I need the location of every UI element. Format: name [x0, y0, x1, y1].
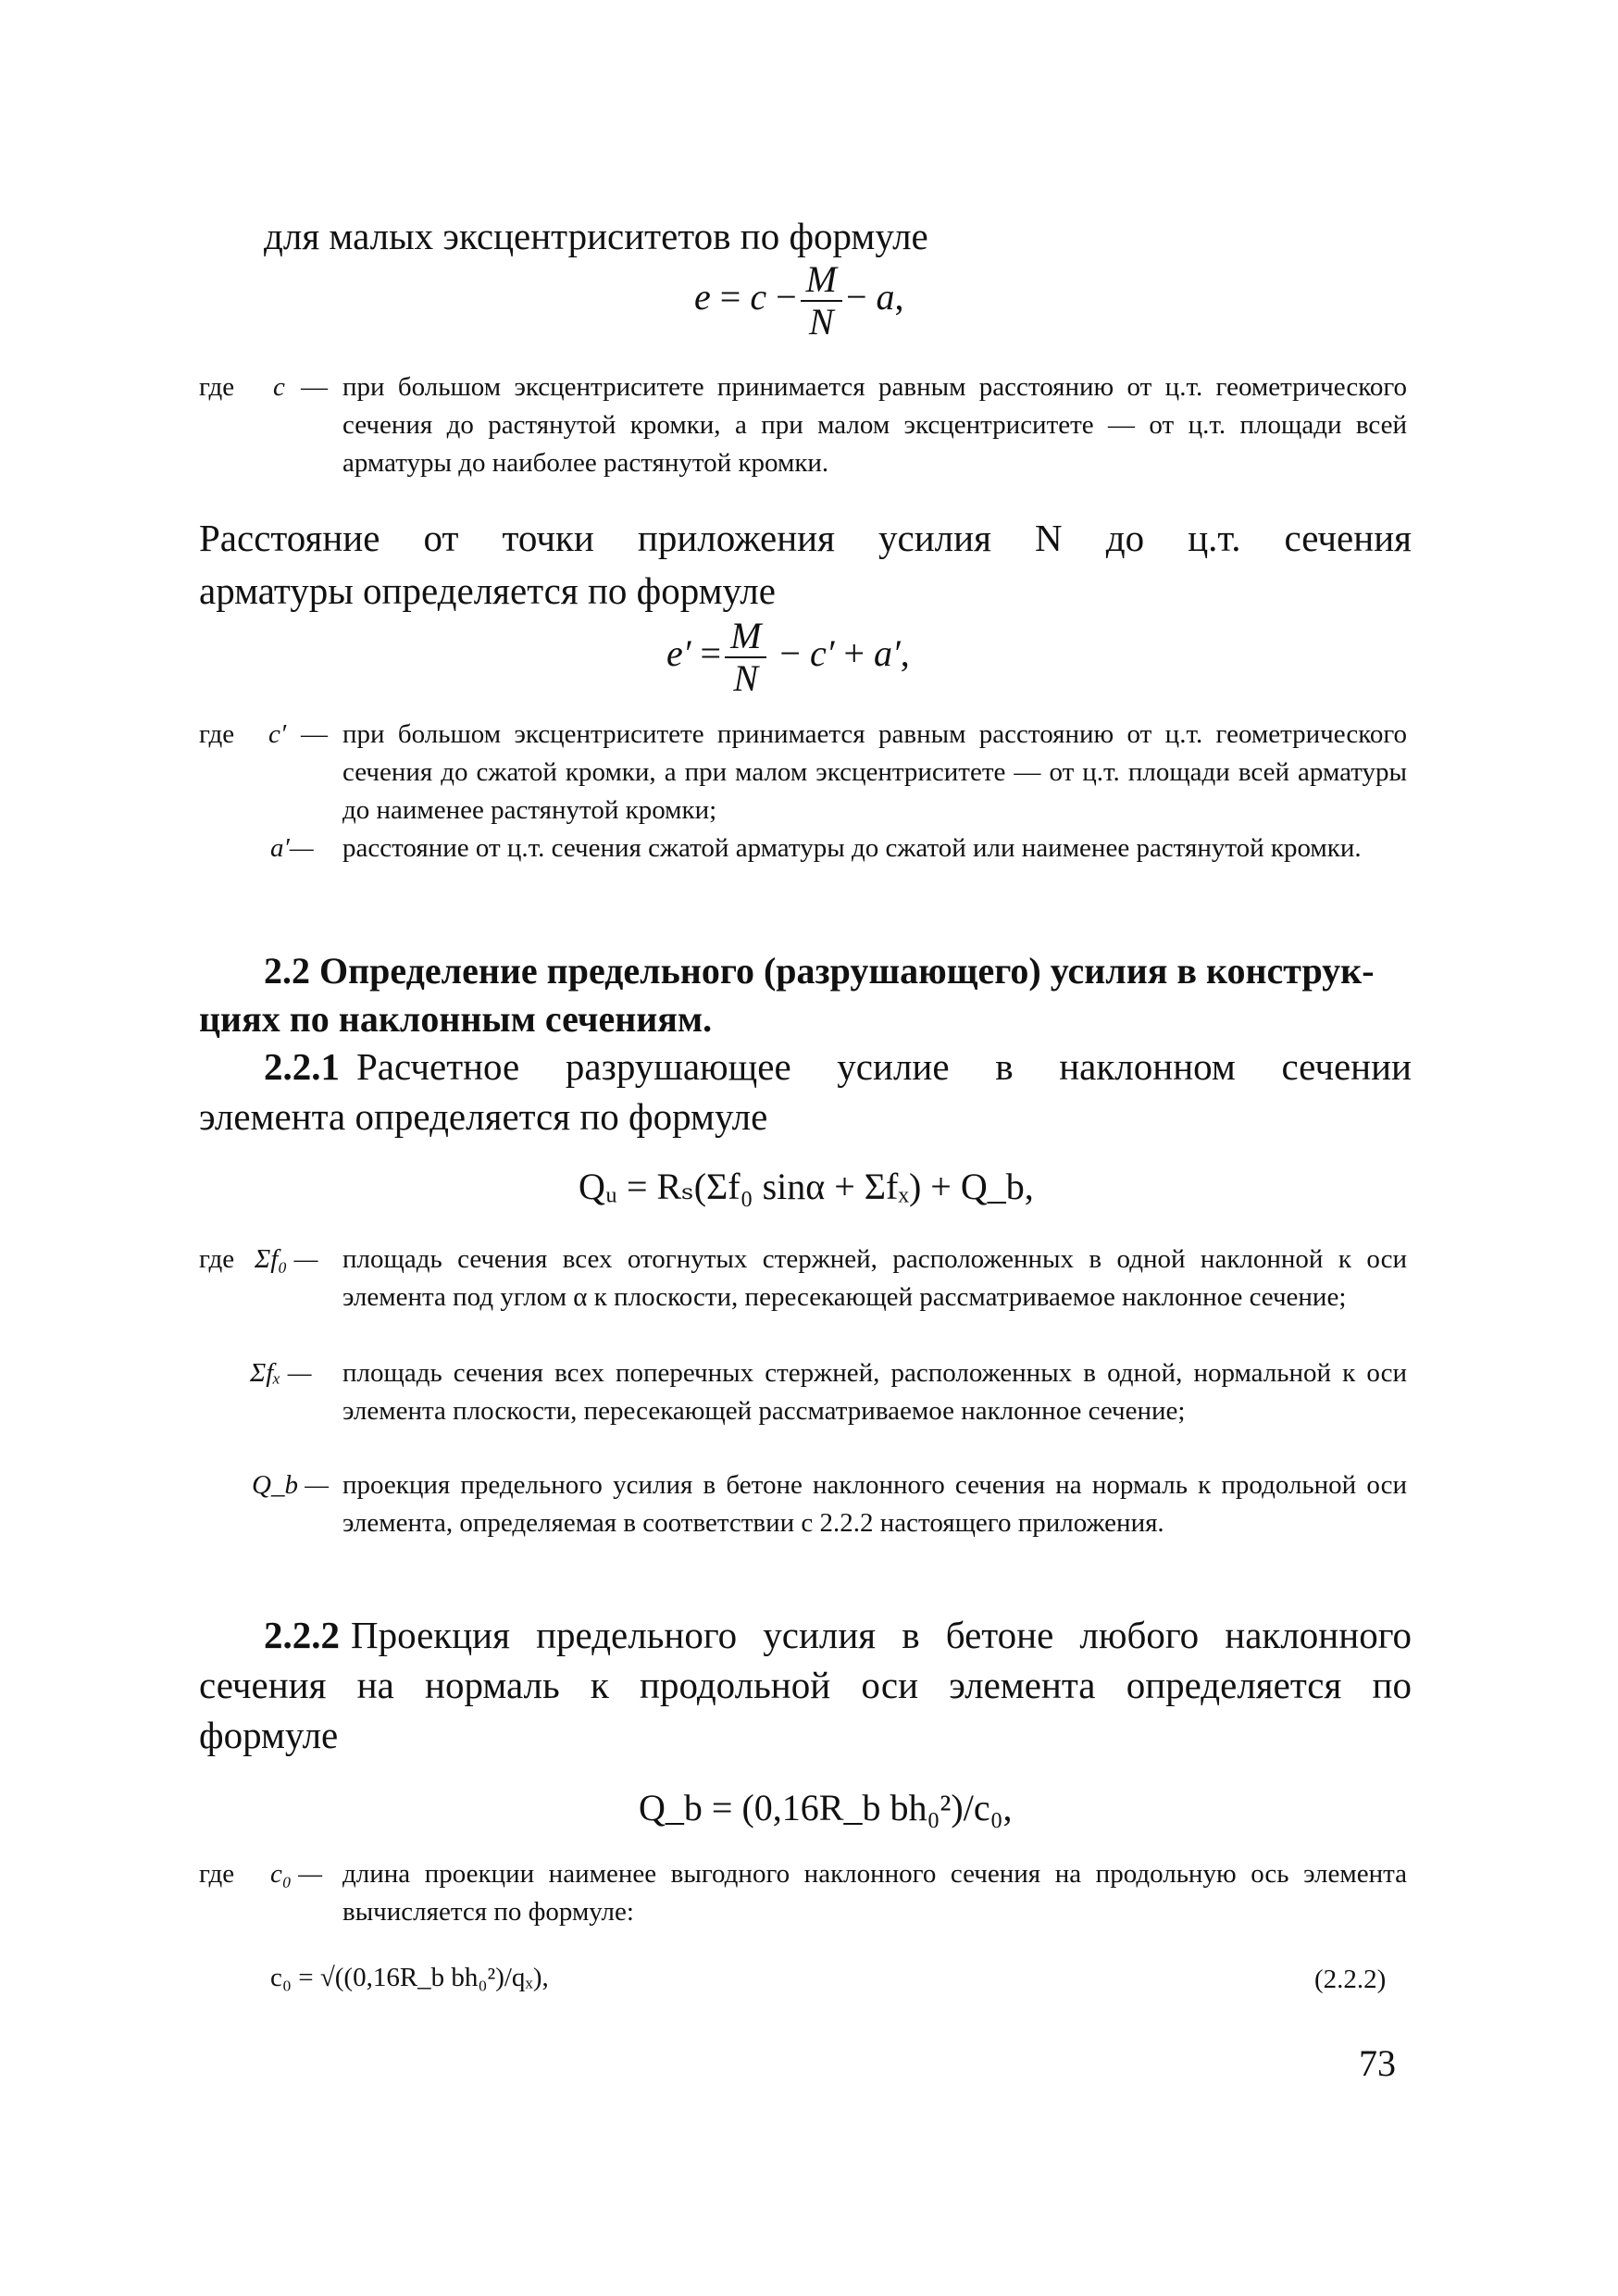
def-fx-text: площадь сечения всех поперечных стержней, расположенных в одной, нормальной к оси элемента плоскости, пересекающей рассматриваемое наклонное сечение;	[342, 1358, 1407, 1426]
equation-Qb: Q_b = (0,16R_b bh₀²)/c₀,	[639, 1787, 1013, 1828]
def-c0-text: длина проекции наименее выгодного наклонного сечения на продольную ось элемента вычисляется по формуле:	[342, 1859, 1407, 1927]
def-c0-symbol: c₀ —	[270, 1859, 322, 1889]
def-f0-text: площадь сечения всех отогнутых стержней, расположенных в одной наклонной к оси элемента под углом α к плоскости, пересекающей рассматриваемое наклонное сечение;	[342, 1244, 1407, 1312]
paragraph-222-l2: сечения на нормаль к продольной оси элемента определяется по	[199, 1664, 1412, 1706]
equation-c0: c₀ = √((0,16R_b bh₀²)/qₓ),	[270, 1963, 549, 1992]
eq2-denominator: N	[733, 657, 759, 699]
def-Qb-symbol: Q_b —	[252, 1470, 329, 1500]
def2-text-aprime: расстояние от ц.т. сечения сжатой арматуры до сжатой или наименее растянутой кромки.	[342, 833, 1362, 863]
def-dash: —	[301, 372, 328, 402]
paragraph-222-text: Проекция предельного усилия в бетоне любого наклонного	[351, 1614, 1412, 1656]
def-fx-symbol: Σfₓ —	[250, 1358, 312, 1388]
paragraph-221-l1	[264, 1041, 1412, 1093]
section-heading-l1: 2.2 Определение предельного (разрушающего) усилия в конструк-	[264, 950, 1375, 992]
paragraph-distance-l2: арматуры определяется по формуле	[199, 569, 776, 612]
paragraph-222-number: 2.2.2	[264, 1614, 340, 1656]
eq1-denominator: N	[808, 301, 834, 343]
def-Qb-text: проекция предельного усилия в бетоне наклонного сечения на нормаль к продольной оси элемента, определяемая в соответствии с 2.2.2 настоящего приложения.	[342, 1470, 1407, 1538]
equation-Qu: Qᵤ = Rₛ(Σf₀ sinα + Σfₓ) + Q_b,	[579, 1166, 1034, 1207]
paragraph-222-l3: формуле	[199, 1714, 339, 1756]
equation-e: e = c − $\frac{M}{N}$ − a,	[694, 258, 904, 343]
def1-text-cprime: при большом эксцентриситете принимается равным расстоянию от ц.т. геометрического сечения до сжатой кромки, а при малом эксцентриситете — от ц.т. площади всей арматуры до наименее растянутой кромки;	[342, 719, 1407, 825]
def-c0-where: где	[199, 1859, 235, 1889]
intro-line: для малых эксцентриситетов по формуле	[264, 215, 928, 257]
page-number: 73	[1359, 2042, 1396, 2084]
def1-where-label: где	[199, 719, 235, 749]
equation-number-222: (2.2.2)	[1314, 1965, 1387, 1994]
paragraph-221-l2: элемента определяется по формуле	[199, 1095, 768, 1138]
equation-e-prime: e′ = $\frac{M}{N}$ − c′ + a′,	[666, 615, 910, 699]
paragraph-221-number: 2.2.1	[264, 1045, 340, 1088]
def1-symbol-cprime: c′	[268, 719, 287, 749]
eq1-numerator: M	[801, 259, 842, 302]
def-text-c: при большом эксцентриситете принимается равным расстоянию от ц.т. геометрического сечения до растянутой кромки, а при малом эксцентриситете — от ц.т. площади всей арматуры до наиболее растянутой кромки.	[342, 372, 1407, 478]
section-heading-l2: циях по наклонным сечениям.	[199, 998, 713, 1040]
def1-dash: —	[301, 719, 328, 749]
def-f0-where: где	[199, 1244, 235, 1274]
paragraph-222-l1	[264, 1609, 1412, 1662]
def-where-label: где	[199, 372, 235, 402]
paragraph-distance-l1: Расстояние от точки приложения усилия N до ц.т. сечения	[199, 517, 1412, 559]
def-symbol-c: c	[273, 372, 285, 402]
paragraph-221-text: Расчетное разрушающее усилие в наклонном сечении	[356, 1045, 1412, 1088]
def2-symbol-aprime: a′—	[270, 833, 314, 863]
def-f0-symbol: Σf₀ —	[255, 1244, 318, 1274]
eq2-numerator: M	[725, 616, 766, 658]
